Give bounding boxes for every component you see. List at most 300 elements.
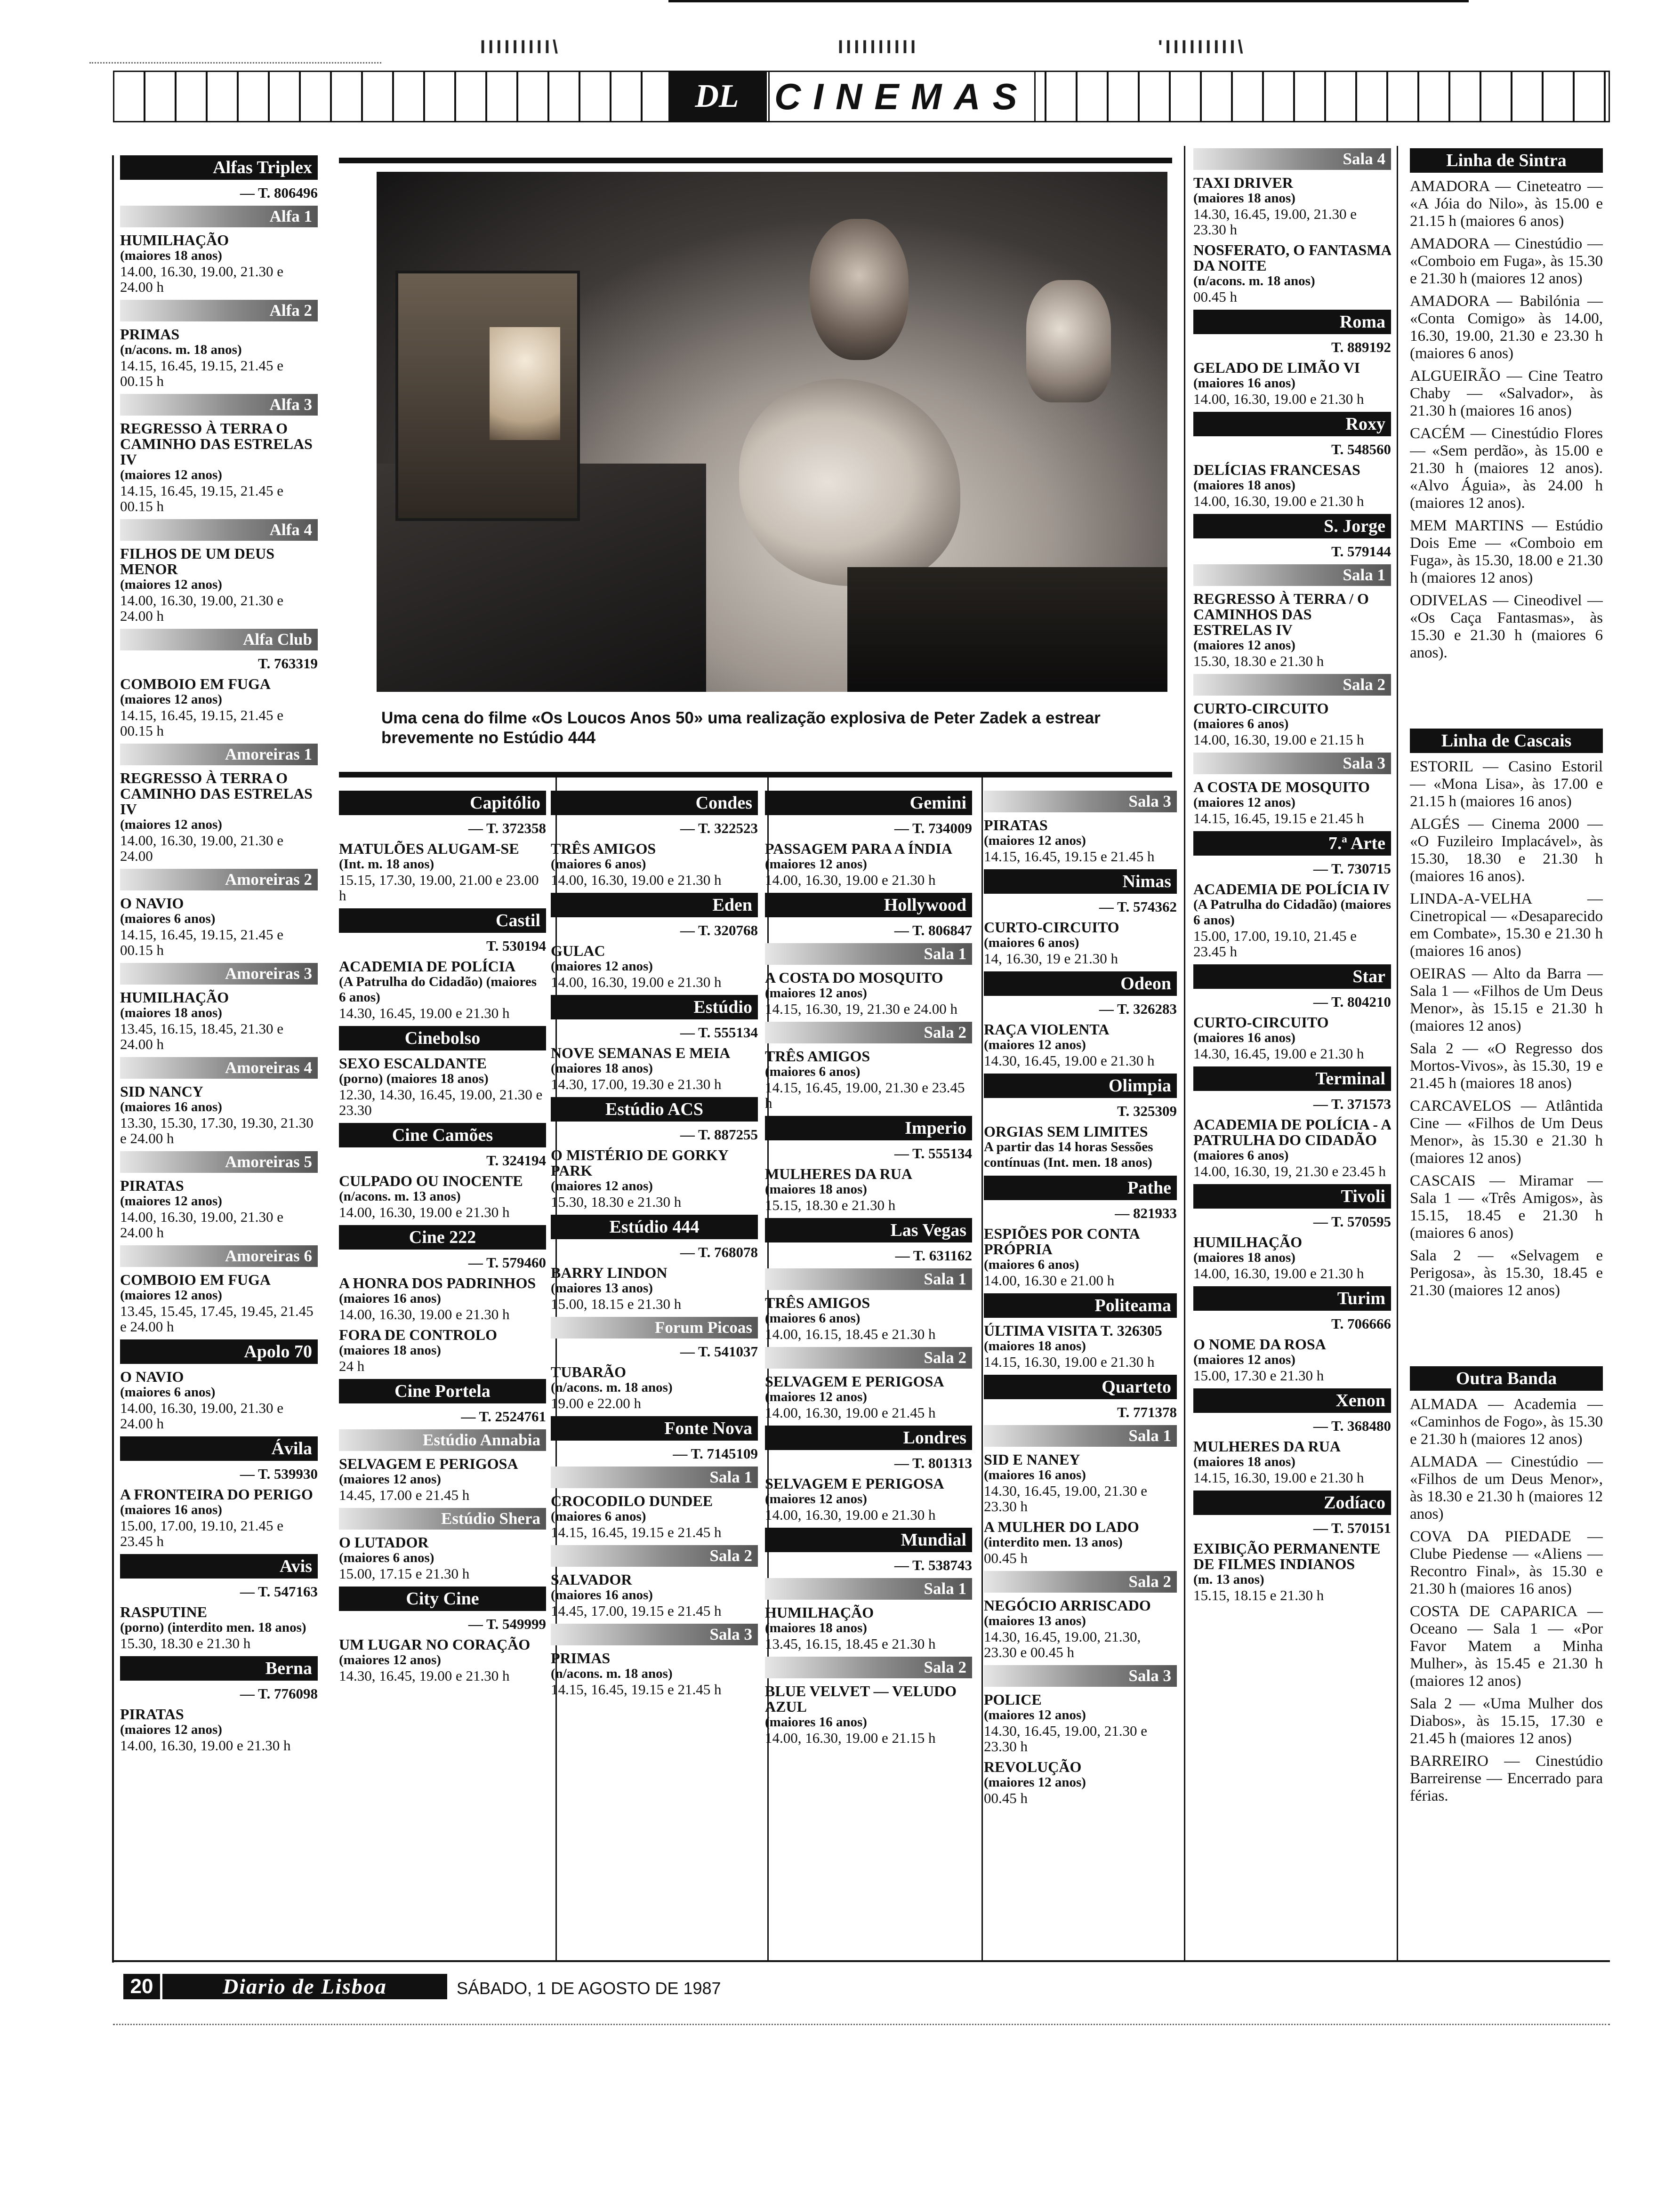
age-rating: (maiores 6 anos): [120, 911, 216, 926]
film-title: SELVAGEM E PERIGOSA: [765, 1373, 944, 1390]
film-title: UM LUGAR NO CORAÇÃO: [339, 1636, 531, 1653]
showtimes: 14.00, 16.30, 19.00, 21.30 e 24.00 h: [120, 1209, 284, 1241]
age-rating: (maiores 6 anos): [551, 1509, 646, 1524]
showtimes: 14.30, 16.45, 19.00 e 21.30 h: [339, 1667, 510, 1684]
film-listing: [765, 1683, 972, 1746]
film-title: ACADEMIA DE POLÍCIA: [339, 958, 516, 975]
phone-number: — T. 541037: [680, 1343, 758, 1360]
age-rating: (maiores 13 anos): [984, 1613, 1086, 1628]
age-rating: (maiores 12 anos): [765, 1389, 867, 1404]
age-rating: (maiores 6 anos): [1193, 1148, 1289, 1163]
film-listing: [765, 1295, 972, 1342]
film-listing: [984, 1323, 1177, 1370]
showtimes: 14.00, 16.30, 19.00 e 21.30 h: [765, 872, 936, 888]
showtimes: 14.00, 16.30, 19, 21.30 e 23.45 h: [1193, 1163, 1386, 1179]
cinema-heading: Eden: [551, 893, 758, 917]
age-rating: (maiores 12 anos): [984, 833, 1086, 848]
film-title: CURTO-CIRCUITO: [1193, 700, 1329, 717]
showtimes: 14.30, 16.45, 19.00 e 21.30 h: [984, 1052, 1155, 1069]
film-listing: [984, 1226, 1177, 1288]
regional-listing: CASCAIS — Miramar — Sala 1 — «Três Amigos», às 15.15, 18.45 e 21.30 h (maiores 6 anos): [1410, 1172, 1603, 1242]
photo-bottom-rule: [339, 772, 1172, 777]
film-listing: [120, 1487, 318, 1549]
film-listing: [984, 1759, 1177, 1806]
phone-number: — T. 555134: [894, 1145, 972, 1162]
film-listing: [984, 1519, 1177, 1566]
showtimes: 15.15, 17.30, 19.00, 21.00 e 23.00 h: [339, 872, 539, 904]
film-listing: [1193, 591, 1391, 669]
cinema-heading: Sala 2: [765, 1657, 972, 1678]
film-title: RAÇA VIOLENTA: [984, 1021, 1110, 1038]
age-rating: (maiores 16 anos): [339, 1291, 441, 1306]
film-listing: [765, 970, 972, 1017]
age-rating: (maiores 13 anos): [551, 1281, 653, 1296]
regional-listing: AMADORA — Babilónia — «Conta Comigo» às 14.00, 16.30, 19.00, 21.30 e 23.30 h (maiores 6 anos): [1410, 293, 1603, 362]
cinema-heading: Sala 1: [765, 943, 972, 965]
age-rating: (maiores 6 anos): [765, 1064, 861, 1079]
film-listing: [1193, 175, 1391, 237]
age-rating: (maiores 18 anos): [1193, 1454, 1295, 1469]
showtimes: 14.00, 16.30, 19.00 e 21.30 h: [1193, 493, 1364, 509]
regional-listing: Sala 2 — «Selvagem e Perigosa», às 15.30, 18.45 e 21.30 (maiores 12 anos): [1410, 1247, 1603, 1299]
film-listing: [765, 1476, 972, 1523]
age-rating: (maiores 6 anos): [984, 935, 1079, 950]
film-title: TUBARÃO: [551, 1363, 627, 1380]
showtimes: 13.45, 15.45, 17.45, 19.45, 21.45 e 24.00 h: [120, 1303, 314, 1335]
phone-number: — T. 549999: [468, 1616, 546, 1632]
film-title: SID E NANEY: [984, 1451, 1080, 1468]
age-rating: (maiores 16 anos): [1193, 1030, 1295, 1045]
cinema-heading: Politeama: [984, 1293, 1177, 1318]
age-rating: (n/acons. m. 18 anos): [551, 1666, 673, 1681]
film-listing: [120, 770, 318, 864]
regional-listings-column: [1410, 148, 1603, 1958]
regional-listing: CACÉM — Cinestúdio Flores — «Sem perdão», às 15.00 e 21.30 h (maiores 12 anos). «Alvo Águia», às 24.00 h (maiores 12 anos).: [1410, 425, 1603, 512]
newspaper-masthead: Diario de Lisboa: [162, 1974, 447, 1999]
age-rating: (maiores 12 anos): [765, 1491, 867, 1507]
cinema-heading: Quarteto: [984, 1375, 1177, 1399]
regional-listing: Sala 2 — «Uma Mulher dos Diabos», às 15.15, 17.30 e 21.45 h (maiores 12 anos): [1410, 1695, 1603, 1747]
film-title: PRIMAS: [120, 326, 180, 343]
phone-number: — T. 734009: [894, 820, 972, 836]
cinema-heading: Alfa 4: [120, 519, 318, 541]
film-title: O LUTADOR: [339, 1534, 429, 1551]
phone-number: — T. 326283: [1099, 1001, 1177, 1017]
phone-number: — T. 2524761: [461, 1408, 546, 1425]
film-listing: [1193, 360, 1391, 407]
left-frame-rule: [112, 155, 114, 1963]
phone-number: T. 706666: [1331, 1315, 1391, 1332]
phone-number: — T. 804210: [1313, 994, 1391, 1010]
age-rating: (maiores 12 anos): [339, 1472, 441, 1487]
cinema-heading: Hollywood: [765, 893, 972, 917]
age-rating: (porno) (interdito men. 18 anos): [120, 1620, 306, 1635]
column-rule: [1184, 146, 1185, 1960]
showtimes: 13.30, 15.30, 17.30, 19.30, 21.30 e 24.00 h: [120, 1114, 314, 1146]
showtimes: 14.15, 16.45, 19.15 e 21.45 h: [984, 848, 1155, 865]
age-rating: (maiores 18 anos): [1193, 1250, 1295, 1265]
cinema-heading: Zodíaco: [1193, 1491, 1391, 1515]
film-title: GULAC: [551, 942, 605, 959]
showtimes: 14.00, 16.30, 19.00 e 21.30 h: [551, 974, 722, 990]
film-title: ACADEMIA DE POLÍCIA - A PATRULHA DO CIDADÃO: [1193, 1116, 1391, 1148]
phone-number: — T. 570151: [1313, 1520, 1391, 1536]
film-listing: [1193, 1234, 1391, 1281]
listings-column-6: [1193, 148, 1391, 1958]
showtimes: 14.15, 16.45, 19.15 e 21.45 h: [551, 1681, 722, 1698]
film-title: MULHERES DA RUA: [1193, 1438, 1341, 1455]
phone-number: T. 763319: [258, 655, 318, 672]
showtimes: 15.30, 18.30 e 21.30 h: [1193, 653, 1324, 669]
age-rating: (maiores 18 anos): [765, 1182, 867, 1197]
cinema-heading: Avis: [120, 1554, 318, 1579]
film-listing: [120, 327, 318, 389]
cinema-heading: Star: [1193, 964, 1391, 989]
age-rating: (maiores 12 anos): [551, 959, 653, 974]
film-title: DELÍCIAS FRANCESAS: [1193, 461, 1360, 478]
age-rating: (A Patrulha do Cidadão) (maiores 6 anos): [1193, 897, 1391, 928]
age-rating: (maiores 18 anos): [339, 1343, 441, 1358]
cinema-heading: Cine 222: [339, 1225, 546, 1250]
listings-column-5: [984, 791, 1177, 1958]
film-title: SELVAGEM E PERIGOSA: [339, 1455, 518, 1472]
showtimes: 14.15, 16.30, 19, 21.30 e 24.00 h: [765, 1001, 958, 1017]
phone-number: — T. 372358: [468, 820, 546, 836]
age-rating: (maiores 12 anos): [551, 1178, 653, 1194]
phone-number: — T. 320768: [680, 922, 758, 938]
film-listing: [765, 1166, 972, 1213]
phone-number: — T. 570595: [1313, 1213, 1391, 1230]
showtimes: 14.00, 16.30, 19.00 e 21.30 h: [339, 1306, 510, 1322]
film-title: A COSTA DO MOSQUITO: [765, 969, 943, 986]
showtimes: 14, 16.30, 19 e 21.30 h: [984, 950, 1118, 967]
age-rating: (maiores 12 anos): [120, 692, 222, 707]
film-listing: [120, 546, 318, 624]
film-listing: [339, 959, 546, 1021]
cinema-heading: Sala 4: [1193, 148, 1391, 170]
showtimes: 15.00, 17.00, 19.10, 21.45 e 23.45 h: [120, 1517, 284, 1549]
film-title: MATULÕES ALUGAM-SE: [339, 840, 519, 857]
film-title: O NAVIO: [120, 895, 184, 912]
age-rating: (m. 13 anos): [1193, 1572, 1264, 1587]
film-listing: [551, 1572, 758, 1619]
cinema-heading: Amoreiras 1: [120, 744, 318, 765]
age-rating: A partir das 14 horas Sessões contínuas (Int. men. 18 anos): [984, 1139, 1153, 1170]
showtimes: 19.00 e 22.00 h: [551, 1395, 642, 1411]
age-rating: (maiores 12 anos): [120, 577, 222, 592]
showtimes: 14.30, 16.45, 19.00 e 21.30 h: [1193, 1045, 1364, 1062]
showtimes: 14.00, 16.30, 19.00 e 21.30 h: [765, 1507, 936, 1523]
cinema-heading: Odeon: [984, 971, 1177, 996]
film-title: SID NANCY: [120, 1083, 203, 1100]
cinema-heading: Fonte Nova: [551, 1416, 758, 1441]
showtimes: 14.00, 16.30, 19.00 e 21.30 h: [339, 1204, 510, 1220]
film-listing: [1193, 1117, 1391, 1179]
age-rating: (n/acons. m. 18 anos): [1193, 273, 1315, 289]
film-title: BARRY LINDON: [551, 1264, 668, 1281]
film-title: ACADEMIA DE POLÍCIA IV: [1193, 881, 1390, 898]
cinema-heading: Alfas Triplex: [120, 155, 318, 180]
age-rating: (maiores 16 anos): [551, 1587, 653, 1603]
cinema-heading: Amoreiras 2: [120, 869, 318, 890]
age-rating: (maiores 16 anos): [120, 1502, 222, 1517]
showtimes: 00.45 h: [984, 1550, 1028, 1566]
column-marks-middle: IIIIIIIIII: [838, 37, 919, 57]
film-title: ÚLTIMA VISITA T. 326305: [984, 1322, 1162, 1339]
phone-number: — T. 555134: [680, 1024, 758, 1041]
dotted-rule: [89, 62, 381, 64]
film-listing: [1193, 1541, 1391, 1603]
age-rating: (maiores 12 anos): [1193, 795, 1295, 810]
film-title: NOVE SEMANAS E MEIA: [551, 1044, 731, 1061]
age-rating: (interdito men. 13 anos): [984, 1535, 1123, 1550]
phone-number: — T. 368480: [1313, 1418, 1391, 1434]
phone-number: — T. 631162: [895, 1247, 972, 1264]
film-listing: [765, 1049, 972, 1111]
age-rating: (maiores 12 anos): [984, 1707, 1086, 1723]
film-title: TAXI DRIVER: [1193, 174, 1293, 191]
film-listing: [551, 943, 758, 990]
cinema-heading: Castil: [339, 908, 546, 933]
film-listing: [1193, 242, 1391, 305]
phone-number: — T. 801313: [894, 1455, 972, 1471]
phone-number: — T. 776098: [240, 1685, 318, 1702]
showtimes: 14.00, 16.30, 19.00, 21.30 e 24.00: [120, 832, 284, 864]
showtimes: 13.45, 16.15, 18.45, 21.30 e 24.00 h: [120, 1020, 284, 1052]
cinema-heading: Amoreiras 3: [120, 963, 318, 985]
cinema-heading: Alfa Club: [120, 629, 318, 650]
phone-number: — 821933: [1115, 1205, 1177, 1221]
age-rating: (maiores 12 anos): [120, 467, 222, 482]
cinema-heading: Roxy: [1193, 412, 1391, 436]
phone-number: — T. 579460: [468, 1254, 546, 1271]
showtimes: 15.00, 17.00, 19.10, 21.45 e 23.45 h: [1193, 928, 1357, 960]
age-rating: (maiores 6 anos): [339, 1550, 434, 1565]
film-listing: [339, 1327, 546, 1374]
cinema-heading: Estúdio Annabia: [339, 1429, 546, 1451]
film-listing: [339, 1637, 546, 1683]
film-title: FILHOS DE UM DEUS MENOR: [120, 545, 275, 577]
film-title: TRÊS AMIGOS: [765, 1048, 870, 1065]
showtimes: 14.00, 16.30, 19.00 e 21.45 h: [765, 1404, 936, 1421]
photo-figure-man: [810, 219, 909, 360]
film-listing: [1193, 701, 1391, 747]
film-title: REGRESSO À TERRA / O CAMINHOS DAS ESTRELAS IV: [1193, 590, 1369, 638]
cinema-heading: Sala 2: [765, 1347, 972, 1369]
showtimes: 15.15, 18.30 e 21.30 h: [765, 1197, 896, 1213]
showtimes: 15.00, 18.15 e 21.30 h: [551, 1296, 682, 1312]
cinema-heading: Imperio: [765, 1116, 972, 1140]
film-listing: [551, 1045, 758, 1092]
age-rating: (maiores 12 anos): [120, 1288, 222, 1303]
cinema-heading: Amoreiras 5: [120, 1151, 318, 1173]
showtimes: 14.00, 16.30, 19.00, 21.30 e 24.00 h: [120, 592, 284, 624]
bottom-rule: [113, 1960, 1610, 1962]
page-number: 20: [123, 1974, 160, 1999]
film-listing: [984, 1124, 1177, 1170]
film-title: GELADO DE LIMÃO VI: [1193, 359, 1360, 376]
age-rating: (maiores 12 anos): [1193, 1352, 1295, 1367]
showtimes: 15.30, 18.30 e 21.30 h: [551, 1194, 682, 1210]
film-title: CULPADO OU INOCENTE: [339, 1172, 523, 1189]
cinema-heading: Terminal: [1193, 1066, 1391, 1091]
film-title: SEXO ESCALDANTE: [339, 1055, 487, 1072]
photo-figure-body: [739, 379, 960, 586]
age-rating: (maiores 12 anos): [120, 817, 222, 832]
cinema-heading: S. Jorge: [1193, 514, 1391, 538]
age-rating: (n/acons. m. 13 anos): [339, 1189, 461, 1204]
showtimes: 14.00, 16.30, 19.00 e 21.30 h: [1193, 391, 1364, 407]
film-listing: [120, 896, 318, 958]
age-rating: (maiores 6 anos): [120, 1385, 216, 1400]
film-listing: [120, 1604, 318, 1651]
cinema-heading: Condes: [551, 791, 758, 815]
cinema-heading: Linha de Cascais: [1410, 729, 1603, 753]
age-rating: (maiores 18 anos): [551, 1061, 653, 1076]
cinema-heading: Cinebolso: [339, 1026, 546, 1050]
showtimes: 14.15, 16.45, 19.15 e 21.45 h: [1193, 810, 1364, 826]
showtimes: 15.30, 18.30 e 21.30 h: [120, 1635, 251, 1651]
listings-column-3: [551, 791, 758, 1958]
phone-number: — T. 539930: [240, 1466, 318, 1482]
phone-number: T. 324194: [486, 1152, 546, 1169]
cinema-heading: Cine Portela: [339, 1379, 546, 1403]
cinema-heading: Roma: [1193, 310, 1391, 334]
showtimes: 00.45 h: [984, 1790, 1028, 1806]
age-rating: (maiores 12 anos): [765, 857, 867, 872]
regional-listing: ODIVELAS — Cineodivel — «Os Caça Fantasmas», às 15.30 e 21.30 h (maiores 6 anos).: [1410, 592, 1603, 661]
showtimes: 14.45, 17.00 e 21.45 h: [339, 1487, 470, 1503]
cinema-heading: Sala 1: [765, 1268, 972, 1290]
phone-number: — T. 806496: [240, 184, 318, 201]
age-rating: (maiores 12 anos): [984, 1775, 1086, 1790]
film-title: MULHERES DA RUA: [765, 1165, 912, 1182]
age-rating: (maiores 18 anos): [1193, 478, 1295, 493]
spacer: [1410, 1305, 1603, 1361]
film-listing: [984, 1692, 1177, 1754]
age-rating: (maiores 18 anos): [984, 1338, 1086, 1354]
film-listing: [120, 232, 318, 295]
film-title: TRÊS AMIGOS: [551, 840, 656, 857]
showtimes: 14.00, 16.30, 19.00 e 21.15 h: [1193, 731, 1364, 748]
issue-date: SÁBADO, 1 DE AGOSTO DE 1987: [457, 1979, 721, 1998]
film-title: SELVAGEM E PERIGOSA: [765, 1475, 944, 1492]
cinema-heading: City Cine: [339, 1587, 546, 1611]
film-listing: [339, 1173, 546, 1220]
phone-number: — T. 768078: [680, 1244, 758, 1260]
showtimes: 14.15, 16.30, 19.00 e 21.30 h: [1193, 1469, 1364, 1486]
film-listing: [1193, 1015, 1391, 1061]
film-listing: [1193, 882, 1391, 959]
age-rating: (maiores 16 anos): [765, 1715, 867, 1730]
cinema-heading: Sala 3: [984, 1665, 1177, 1687]
cinema-heading: Apolo 70: [120, 1339, 318, 1364]
showtimes: 14.00, 16.30 e 21.00 h: [984, 1272, 1115, 1289]
film-listing: [1193, 462, 1391, 509]
film-listing: [120, 421, 318, 514]
showtimes: 14.30, 16.45, 19.00, 21.30, 23.30 e 00.45 h: [984, 1628, 1141, 1660]
film-listing: [551, 1265, 758, 1312]
film-listing: [339, 841, 546, 903]
showtimes: 14.45, 17.00, 19.15 e 21.45 h: [551, 1603, 722, 1619]
film-title: COMBOIO EM FUGA: [120, 1271, 271, 1288]
film-listing: [551, 1364, 758, 1411]
film-listing: [120, 1084, 318, 1146]
showtimes: 15.15, 18.15 e 21.30 h: [1193, 1587, 1324, 1603]
film-title: CURTO-CIRCUITO: [1193, 1014, 1329, 1031]
dotted-rule: [113, 2024, 1610, 2025]
cinema-heading: Sala 1: [551, 1467, 758, 1488]
cinema-heading: Estúdio Shera: [339, 1508, 546, 1530]
cinema-heading: 7.ª Arte: [1193, 831, 1391, 856]
showtimes: 15.00, 17.30 e 21.30 h: [1193, 1367, 1324, 1384]
showtimes: 15.00, 17.15 e 21.30 h: [339, 1565, 470, 1582]
phone-number: — T. 887255: [680, 1126, 758, 1143]
film-title: EXIBIÇÃO PERMANENTE DE FILMES INDIANOS: [1193, 1540, 1381, 1572]
film-title: PIRATAS: [120, 1706, 184, 1723]
top-edge-rule: [668, 0, 1469, 2]
film-listing: [339, 1456, 546, 1503]
phone-number: — T. 538743: [894, 1557, 972, 1573]
cinema-heading: Alfa 1: [120, 206, 318, 227]
film-listing: [1193, 1337, 1391, 1383]
phone-number: T. 325309: [1117, 1103, 1177, 1119]
regional-listing: MEM MARTINS — Estúdio Dois Eme — «Comboio em Fuga», às 15.30, 18.00 e 21.30 h (maiores 12 anos): [1410, 517, 1603, 586]
cinema-heading: Xenon: [1193, 1388, 1391, 1413]
age-rating: (maiores 16 anos): [120, 1099, 222, 1114]
phone-number: — T. 574362: [1099, 898, 1177, 915]
film-listing: [1193, 1439, 1391, 1485]
film-title: PASSAGEM PARA A ÍNDIA: [765, 840, 952, 857]
cinema-heading: Sala 3: [984, 791, 1177, 812]
film-title: PIRATAS: [984, 817, 1048, 834]
cinema-heading: Ávila: [120, 1436, 318, 1461]
column-marks-left: IIIIIIIII\: [480, 37, 561, 57]
age-rating: (maiores 18 anos): [120, 248, 222, 263]
film-title: COMBOIO EM FUGA: [120, 675, 271, 692]
age-rating: (n/acons. m. 18 anos): [120, 342, 242, 357]
film-title: PRIMAS: [551, 1650, 611, 1667]
age-rating: (maiores 12 anos): [339, 1652, 441, 1667]
film-listing: [984, 1452, 1177, 1514]
regional-listing: ALMADA — Cinestúdio — «Filhos de um Deus Menor», às 18.30 e 21.30 h (maiores 12 anos): [1410, 1453, 1603, 1523]
cinema-heading: Pathe: [984, 1176, 1177, 1200]
listings-column-4: [765, 791, 972, 1958]
section-title: CINEMAS: [768, 71, 1036, 122]
film-title: A FRONTEIRA DO PERIGO: [120, 1486, 313, 1503]
showtimes: 14.00, 16.30, 19.00, 21.30 e 24.00 h: [120, 1400, 284, 1432]
age-rating: (maiores 6 anos): [551, 857, 646, 872]
regional-listing: ALMADA — Academia — «Caminhos de Fogo», às 15.30 e 21.30 h (maiores 12 anos): [1410, 1396, 1603, 1448]
regional-listing: AMADORA — Cinestúdio — «Comboio em Fuga», às 15.30 e 21.30 h (maiores 12 anos): [1410, 235, 1603, 287]
column-marks-right: 'IIIIIIIII\: [1158, 37, 1246, 57]
film-listing: [984, 817, 1177, 864]
film-title: BLUE VELVET — VELUDO AZUL: [765, 1683, 957, 1715]
film-title: REGRESSO À TERRA O CAMINHO DAS ESTRELAS IV: [120, 420, 313, 468]
phone-number: — T. 371573: [1313, 1096, 1391, 1112]
film-title: O NOME DA ROSA: [1193, 1336, 1326, 1353]
cinema-heading: Tivoli: [1193, 1184, 1391, 1209]
phone-number: T. 579144: [1331, 543, 1391, 560]
showtimes: 14.00, 16.30, 19.00, 21.30 e 24.00 h: [120, 263, 284, 295]
age-rating: (maiores 12 anos): [120, 1194, 222, 1209]
film-title: ORGIAS SEM LIMITES: [984, 1123, 1148, 1140]
cinema-heading: Londres: [765, 1426, 972, 1450]
film-title: SALVADOR: [551, 1571, 632, 1588]
regional-listing: AMADORA — Cineteatro — «A Jóia do Nilo», às 15.00 e 21.15 h (maiores 6 anos): [1410, 178, 1603, 230]
phone-number: — T. 7145109: [673, 1445, 758, 1462]
regional-listing: CARCAVELOS — Atlântida Cine — «Filhos de Um Deus Menor», às 15.30 e 21.30 h (maiores 12 anos): [1410, 1098, 1603, 1167]
